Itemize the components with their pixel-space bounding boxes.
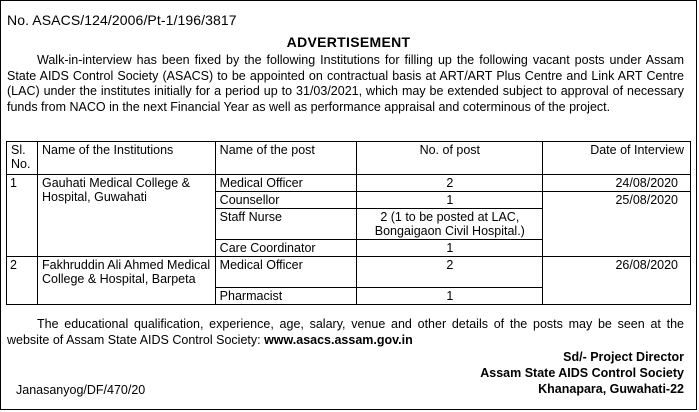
intro-paragraph: Walk-in-interview has been fixed by the following Institutions for filling up the following vacant posts under Assam State AIDS Control Society (ASACS) to be appointed on contractual basis at ART/ART Plus Centre and Link ART Centre (LAC) under the institutes initially for a period up to 31/03/2021, which may be extended subject to approval of necessary funds from NACO in the next Financial Year as well as performance appraisal and coterminous of the project. bbox=[7, 53, 684, 114]
page-title: ADVERTISEMENT bbox=[286, 34, 411, 50]
signature-line-1: Sd/- Project Director bbox=[563, 350, 684, 364]
website-link[interactable]: www.asacs.assam.gov.in bbox=[264, 332, 413, 347]
header-post: Name of the post bbox=[215, 142, 357, 175]
sl-no-cell: 1 bbox=[7, 175, 38, 257]
institution-cell: Fakhruddin Ali Ahmed Medical College & Hospital, Barpeta bbox=[37, 257, 215, 305]
post-cell: Pharmacist bbox=[215, 288, 357, 305]
count-cell: 2 (1 to be posted at LAC, Bongaigaon Civil Hospital.) bbox=[357, 209, 543, 240]
count-cell: 1 bbox=[357, 192, 543, 209]
vacancy-table bbox=[6, 141, 691, 305]
count-cell: 2 bbox=[357, 175, 543, 192]
footer-note bbox=[7, 317, 684, 348]
count-cell: 2 bbox=[357, 257, 543, 288]
institution-cell: Gauhati Medical College & Hospital, Guwahati bbox=[37, 175, 215, 257]
signature-line-3: Khanapara, Guwahati-22 bbox=[538, 382, 684, 396]
table-row bbox=[7, 175, 691, 192]
date-cell: 26/08/2020 bbox=[543, 257, 691, 305]
publication-code: Janasanyog/DF/470/20 bbox=[16, 383, 146, 397]
count-cell: 1 bbox=[357, 240, 543, 257]
table-header-row bbox=[7, 142, 691, 175]
signature-line-2: Assam State AIDS Control Society bbox=[480, 366, 684, 380]
date-cell: 25/08/2020 bbox=[543, 192, 691, 257]
header-institution: Name of the Institutions bbox=[37, 142, 215, 175]
count-cell: 1 bbox=[357, 288, 543, 305]
post-cell: Medical Officer bbox=[215, 257, 357, 288]
sl-no-cell: 2 bbox=[7, 257, 38, 305]
post-cell: Care Coordinator bbox=[215, 240, 357, 257]
date-cell: 24/08/2020 bbox=[543, 175, 691, 192]
header-sl-no: Sl. No. bbox=[7, 142, 38, 175]
header-date: Date of Interview bbox=[543, 142, 691, 175]
header-no-of-post: No. of post bbox=[357, 142, 543, 175]
reference-number: No. ASACS/124/2006/Pt-1/196/3817 bbox=[7, 12, 237, 28]
post-cell: Medical Officer bbox=[215, 175, 357, 192]
post-cell: Counsellor bbox=[215, 192, 357, 209]
footer-text: The educational qualification, experience, age, salary, venue and other details of the posts may be seen at the website of Assam State AIDS Control Society: bbox=[7, 317, 684, 347]
table-row bbox=[7, 257, 691, 288]
post-cell: Staff Nurse bbox=[215, 209, 357, 240]
signature-block bbox=[480, 349, 684, 397]
